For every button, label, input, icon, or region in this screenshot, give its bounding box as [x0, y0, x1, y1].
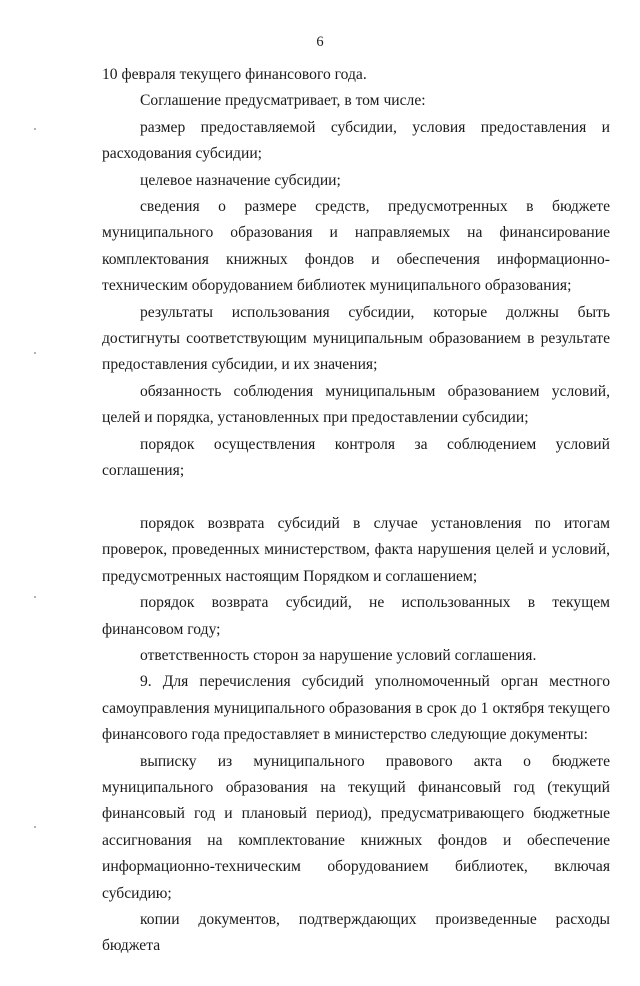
paragraph: целевое назначение субсидии; — [140, 171, 341, 189]
paragraph: порядок осуществления контроля за соблюдением условий соглашения; — [102, 435, 610, 480]
margin-mark — [34, 826, 36, 828]
paragraph: 10 февраля текущего финансового года. — [102, 66, 367, 83]
page-number: 6 — [316, 34, 324, 50]
paragraph: ответственность сторон за нарушение условий соглашения. — [140, 646, 537, 664]
paragraph: копии документов, подтверждающих произведенные расходы бюджета — [102, 911, 610, 955]
paragraph: выписку из муниципального правового акта о бюджете муниципального образования на текущий финансовый год (текущий финансовый год и плановый период), предусматривающего бюджетные ассигнования на комплектование книжных фондов и обеспечение информационно-техническим оборудованием библиотек, включая субсидию; — [102, 752, 610, 902]
paragraph: 9. Для перечисления субсидий уполномоченный орган местного самоуправления муниципального образования в срок до 1 октября текущего финансового года предоставляет в министерство следующие документы: — [102, 673, 610, 744]
paragraph: обязанность соблюдения муниципальным образованием условий, целей и порядка, установленных при предоставлении субсидии; — [102, 382, 610, 427]
paragraph: порядок возврата субсидий в случае установления по итогам проверок, проведенных министерством, факта нарушения целей и условий, предусмотренных настоящим Порядком и соглашением; — [102, 514, 610, 585]
margin-mark — [34, 596, 36, 598]
document-body — [102, 62, 610, 986]
paragraph: сведения о размере средств, предусмотренных в бюджете муниципального образования и направляемых на финансирование комплектования книжных фондов и обеспечения информационно-техническим оборудованием библиотек муниципального образования; — [102, 198, 610, 295]
paragraph: размер предоставляемой субсидии, условия предоставления и расходования субсидии; — [102, 118, 610, 163]
margin-mark — [34, 128, 36, 130]
paragraph: результаты использования субсидии, которые должны быть достигнуты соответствующим муниципальным образованием в результате предоставления субсидии, и их значения; — [102, 303, 610, 374]
paragraph: Соглашение предусматривает, в том числе: — [140, 92, 426, 110]
margin-mark — [34, 352, 36, 354]
paragraph: порядок возврата субсидий, не использованных в текущем финансовом году; — [102, 594, 610, 638]
